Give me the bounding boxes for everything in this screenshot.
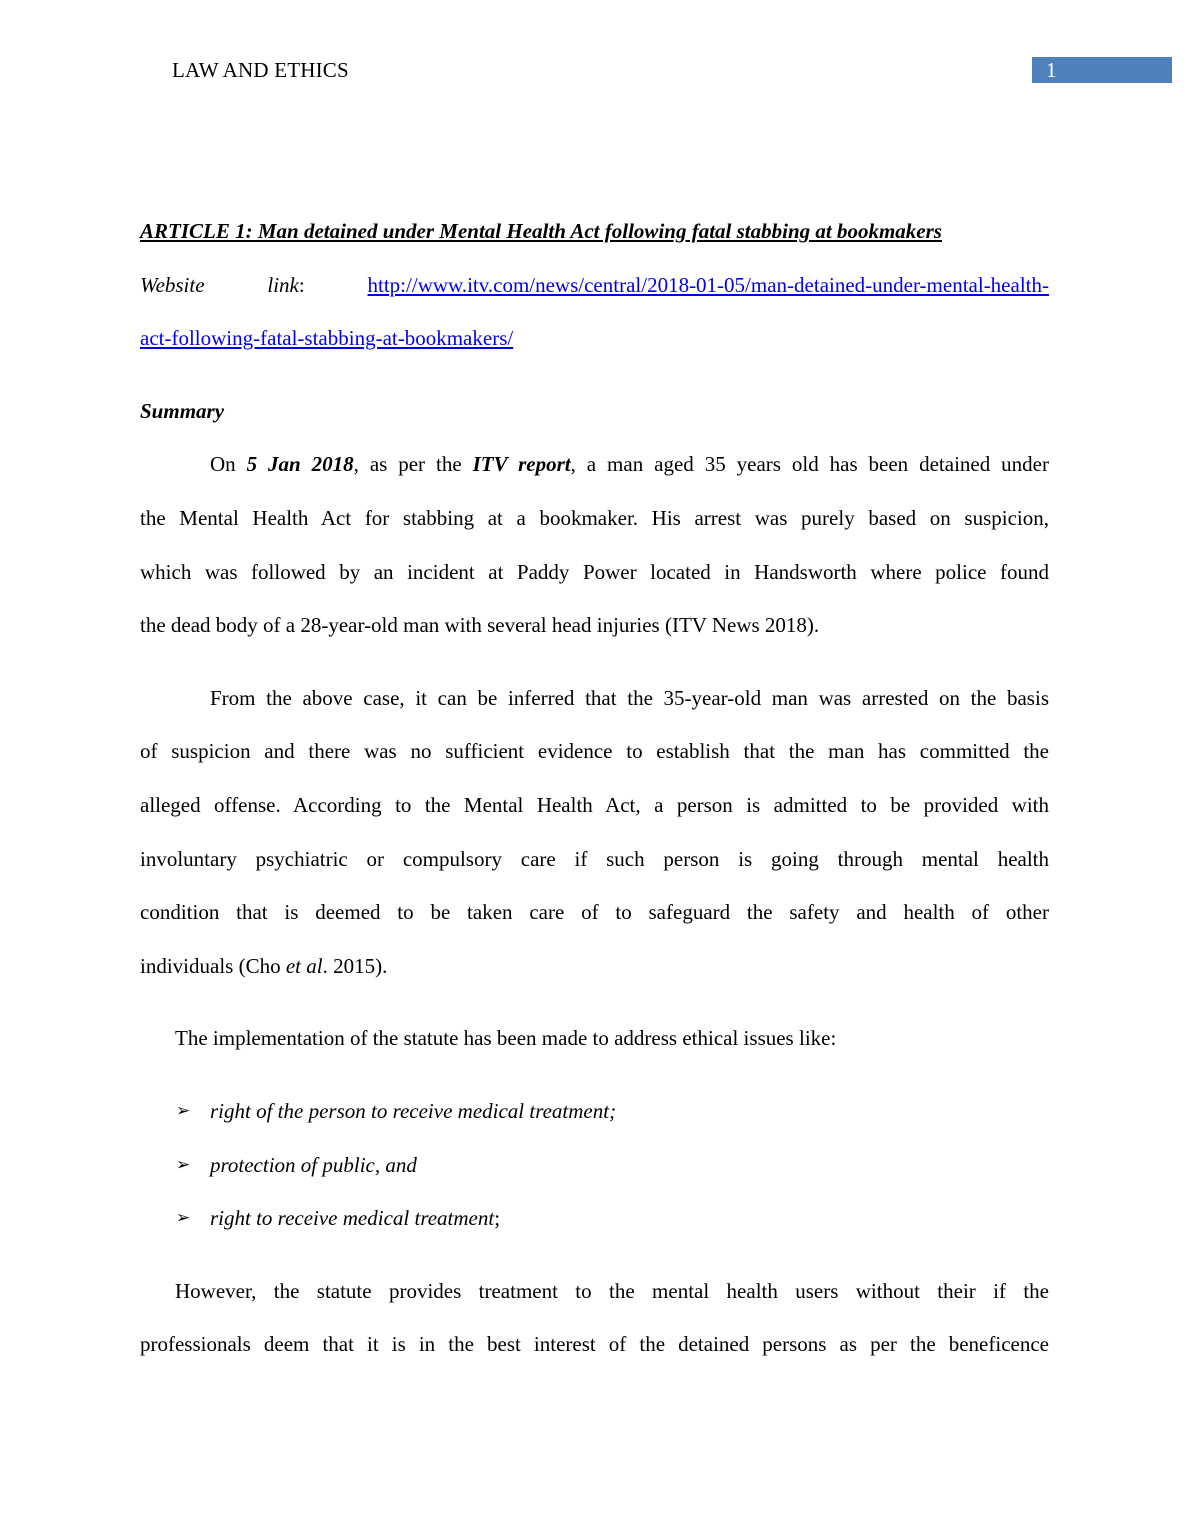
citation-et-al: et al bbox=[285, 953, 323, 978]
article-link[interactable]: http://www.itv.com/news/central/2018-01-05/man-detained-under-mental-health- bbox=[367, 272, 1049, 297]
p2-line-3: alleged offense. According to the Mental Health Act, a person is admitted to be provided with bbox=[140, 792, 1049, 817]
p2-line-6 bbox=[140, 949, 1049, 1003]
page-number-box bbox=[1032, 57, 1172, 83]
arrowhead-icon: ➢ bbox=[176, 1100, 191, 1121]
article-heading bbox=[140, 214, 1049, 268]
list-item bbox=[140, 1148, 1049, 1202]
p2-line-5: condition that is deemed to be taken care of to safeguard the safety and health of other bbox=[140, 900, 1049, 925]
summary-paragraph-1 bbox=[140, 447, 1049, 661]
summary-paragraph-4 bbox=[140, 1274, 1049, 1381]
p2-text-a: individuals (Cho bbox=[140, 953, 286, 978]
list-item-text: right to receive medical treatment bbox=[210, 1206, 495, 1231]
ethical-issues-list bbox=[140, 1094, 1049, 1255]
p1-text-a: On bbox=[210, 452, 247, 477]
document-body bbox=[140, 214, 1049, 1381]
website-label: Website link bbox=[140, 272, 299, 297]
p2-line-2: of suspicion and there was no sufficient evidence to establish that the man has committed the bbox=[140, 739, 1049, 764]
p2-text-b: . 2015). bbox=[322, 953, 388, 978]
ethical-issues-intro: The implementation of the statute has been made to address ethical issues like: bbox=[175, 1026, 837, 1051]
p4-line-2: professionals deem that it is in the best interest of the detained persons as per the beneficence bbox=[140, 1332, 1049, 1357]
arrowhead-icon: ➢ bbox=[176, 1208, 191, 1229]
p4-line-1: However, the statute provides treatment to the mental health users without their if the bbox=[175, 1278, 1049, 1303]
article-heading-text: ARTICLE 1: Man detained under Mental Health Act following fatal stabbing at bookmakers bbox=[140, 219, 942, 243]
p1-text-b: , as per the bbox=[353, 452, 473, 477]
website-link-line-2 bbox=[140, 321, 1049, 375]
summary-paragraph-2 bbox=[140, 681, 1049, 1003]
summary-heading bbox=[140, 394, 1049, 448]
p1-line-1 bbox=[140, 447, 1049, 501]
p1-line-2: the Mental Health Act for stabbing at a bookmaker. His arrest was purely based on suspicion, bbox=[140, 505, 1049, 530]
arrowhead-icon: ➢ bbox=[176, 1154, 191, 1175]
article-link-continued[interactable]: act-following-fatal-stabbing-at-bookmakers/ bbox=[140, 326, 514, 351]
list-item-end: ; bbox=[494, 1206, 501, 1231]
running-title: LAW AND ETHICS bbox=[172, 58, 349, 82]
list-item-text: protection of public, and bbox=[210, 1152, 417, 1177]
list-item-text: right of the person to receive medical treatment; bbox=[210, 1098, 617, 1123]
summary-heading-text: Summary bbox=[140, 398, 225, 423]
p1-line-3: which was followed by an incident at Paddy Power located in Handsworth where police found bbox=[140, 559, 1049, 584]
website-colon: : bbox=[298, 272, 305, 297]
report-source: ITV report bbox=[472, 452, 571, 477]
p2-line-4: involuntary psychiatric or compulsory care if such person is going through mental health bbox=[140, 846, 1049, 871]
list-item bbox=[140, 1094, 1049, 1148]
website-link-line bbox=[140, 268, 1049, 322]
p1-text-c: , a man aged 35 years old has been detained under bbox=[570, 452, 1049, 477]
report-date: 5 Jan 2018 bbox=[246, 452, 354, 477]
p2-line-1: From the above case, it can be inferred that the 35-year-old man was arrested on the basis bbox=[210, 685, 1049, 710]
p1-line-4: the dead body of a 28-year-old man with several head injuries (ITV News 2018). bbox=[140, 613, 820, 638]
list-item bbox=[140, 1201, 1049, 1255]
page-number: 1 bbox=[1046, 58, 1057, 82]
